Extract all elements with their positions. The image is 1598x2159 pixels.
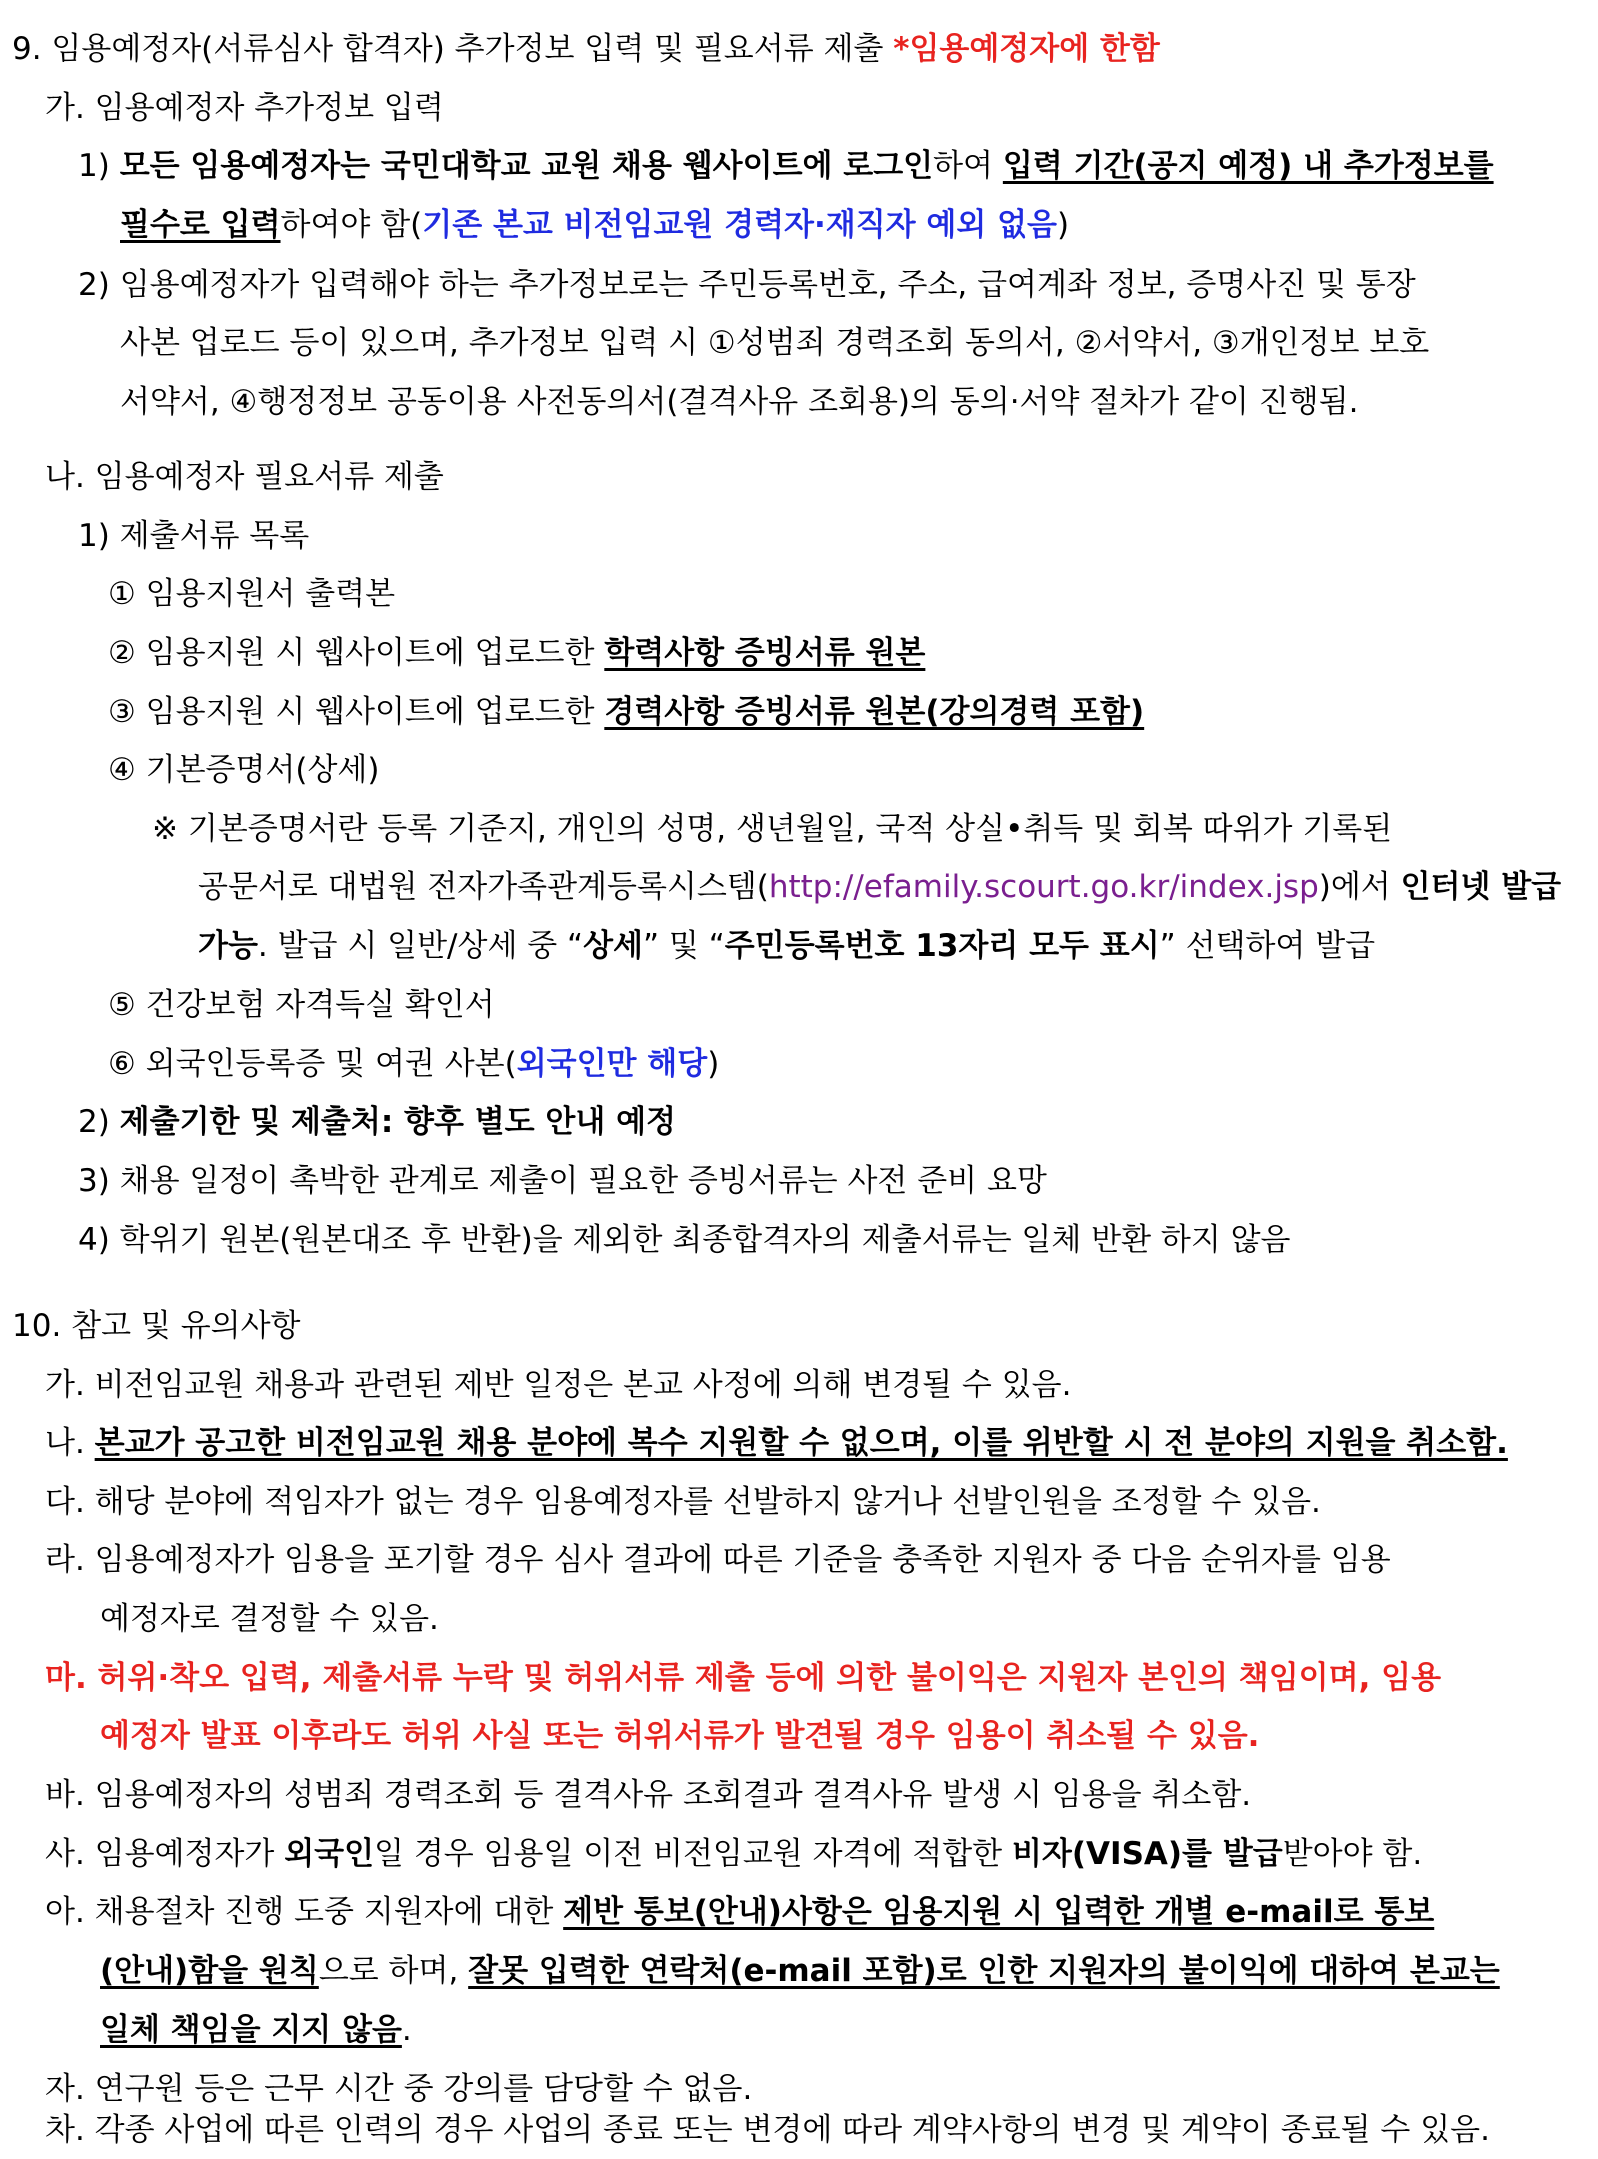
s9-ga-item2-line2: 사본 업로드 등이 있으며, 추가정보 입력 시 ①성범죄 경력조회 동의서, ②서약서, ③개인정보 보호 xyxy=(120,325,1430,361)
s10-ra-line1: 라. 임용예정자가 임용을 포기할 경우 심사 결과에 따른 기준을 충족한 지원자 중 다음 순위자를 임용 xyxy=(45,1542,1391,1578)
g2-text-1: 임용예정자가 입력해야 하는 추가정보로는 주민등록번호, 주소, 급여계좌 정보, 증명사진 및 통장 xyxy=(119,267,1416,303)
s10-na-num: 나. xyxy=(45,1425,95,1461)
doc-item-2 xyxy=(108,624,925,682)
s10-a-emph-2c: 잘못 입력한 연락처(e-mail 포함)로 인한 지원자의 불이익에 대하여 본교는 xyxy=(468,1953,1500,1989)
doc-item-1: ① 임용지원서 출력본 xyxy=(108,576,396,612)
section-9-title-text: 9. 임용예정자(서류심사 합격자) 추가정보 입력 및 필요서류 제출 xyxy=(12,31,894,67)
s10-sa-text-a: 사. 임용예정자가 xyxy=(45,1836,285,1872)
doc-item-6-close: ) xyxy=(707,1046,720,1082)
doc-item-6-blue: 외국인만 해당 xyxy=(516,1046,708,1082)
note-line-3-text-f: ” 선택하여 발급 xyxy=(1159,928,1376,964)
s9-na-item1: 1) 제출서류 목록 xyxy=(78,518,310,554)
s9-na-item2 xyxy=(78,1093,676,1151)
s10-ra-line2: 예정자로 결정할 수 있음. xyxy=(100,1601,439,1637)
note-line-2-text-b: )에서 xyxy=(1318,869,1401,905)
g1-underlined-period: 입력 기간(공지 예정) 내 추가정보를 xyxy=(1002,148,1494,184)
g1-bold-login: 모든 임용예정자는 국민대학교 교원 채용 웹사이트에 로그인 xyxy=(119,148,934,184)
s10-ga: 가. 비전임교원 채용과 관련된 제반 일정은 본교 사정에 의해 변경될 수 있음. xyxy=(45,1367,1072,1403)
s10-na xyxy=(45,1414,1508,1472)
s9-ga-item2-line3: 서약서, ④행정정보 공동이용 사전동의서(결격사유 조회용)의 동의·서약 절차가 같이 진행됨. xyxy=(120,384,1359,420)
note-line-3-emph-e: 주민등록번호 13자리 모두 표시 xyxy=(724,928,1160,964)
note-line-3-emph-c: 상세 xyxy=(583,928,644,964)
s10-cha: 차. 각종 사업에 따른 인력의 경우 사업의 종료 또는 변경에 따라 계약사항의 변경 및 계약이 종료될 수 있음. xyxy=(45,2112,1490,2148)
s10-sa-text-c: 일 경우 임용일 이전 비전임교원 자격에 적합한 xyxy=(374,1836,1012,1872)
item-number: 2) xyxy=(78,267,110,303)
s10-a-line1 xyxy=(45,1883,1434,1941)
s10-a-text-3b: . xyxy=(401,2012,412,2048)
g1-text-2: 하여야 함( xyxy=(280,207,423,243)
g1-blue-note: 기존 본교 비전임교원 경력자·재직자 예외 없음 xyxy=(422,207,1057,243)
s10-sa-text-e: 받아야 함. xyxy=(1282,1836,1423,1872)
note-line-3-text-b: . 발급 시 일반/상세 중 “ xyxy=(257,928,584,964)
s10-a-text-2b: 으로 하며, xyxy=(318,1953,469,1989)
s9-na-item2-text: 제출기한 및 제출처: 향후 별도 안내 예정 xyxy=(119,1104,676,1140)
note-line-3-emph-a: 가능 xyxy=(198,928,258,964)
s10-a-line3 xyxy=(100,2001,412,2059)
g1-underlined-required: 필수로 입력 xyxy=(120,207,281,243)
doc-item-6 xyxy=(108,1035,719,1093)
g1-close-paren: ) xyxy=(1056,207,1070,243)
s10-a-text-a: 아. 채용절차 진행 도중 지원자에 대한 xyxy=(45,1894,564,1930)
doc-item-3 xyxy=(108,683,1144,741)
section-10-title: 10. 참고 및 유의사항 xyxy=(12,1308,301,1344)
doc-item-2-text: ② 임용지원 시 웹사이트에 업로드한 xyxy=(108,635,605,671)
s10-ma-line2: 예정자 발표 이후라도 허위 사실 또는 허위서류가 발견될 경우 임용이 취소될 수 있음. xyxy=(100,1718,1260,1754)
doc-item-2-emph: 학력사항 증빙서류 원본 xyxy=(604,635,926,671)
s10-ba: 바. 임용예정자의 성범죄 경력조회 등 결격사유 조회결과 결격사유 발생 시 임용을 취소함. xyxy=(45,1777,1252,1813)
note-line-2-emph: 인터넷 발급 xyxy=(1400,869,1562,905)
s10-sa xyxy=(45,1825,1422,1883)
s10-ja: 자. 연구원 등은 근무 시간 중 강의를 담당할 수 없음. xyxy=(45,2071,753,2107)
doc-item-5: ⑤ 건강보험 자격득실 확인서 xyxy=(108,987,495,1023)
s10-sa-emph-b: 외국인 xyxy=(284,1836,375,1872)
s10-a-emph-3a: 일체 책임을 지지 않음 xyxy=(100,2012,402,2048)
doc-item-3-text: ③ 임용지원 시 웹사이트에 업로드한 xyxy=(108,694,605,730)
note-line-1: ※ 기본증명서란 등록 기준지, 개인의 성명, 생년월일, 국적 상실•취득 및 회복 따위가 기록된 xyxy=(152,811,1393,847)
s10-sa-emph-d: 비자(VISA)를 발급 xyxy=(1011,1836,1283,1872)
note-line-3 xyxy=(198,917,1375,975)
s9-ga-heading: 가. 임용예정자 추가정보 입력 xyxy=(45,90,444,126)
s10-a-line2 xyxy=(100,1942,1500,2000)
s9-ga-item1-line1 xyxy=(78,137,1494,195)
s9-ga-item1-line2 xyxy=(120,196,1069,254)
efamily-link[interactable]: http://efamily.scourt.go.kr/index.jsp xyxy=(768,869,1319,905)
doc-item-6-text: ⑥ 외국인등록증 및 여권 사본( xyxy=(108,1046,517,1082)
note-line-2-text: 공문서로 대법원 전자가족관계등록시스템( xyxy=(198,869,769,905)
doc-item-4: ④ 기본증명서(상세) xyxy=(108,752,380,788)
s9-na-item4: 4) 학위기 원본(원본대조 후 반환)을 제외한 최종합격자의 제출서류는 일체 반환 하지 않음 xyxy=(78,1222,1291,1258)
note-line-3-text-d: ” 및 “ xyxy=(643,928,725,964)
s10-a-emph-b: 제반 통보(안내)사항은 임용지원 시 입력한 개별 e-mail로 통보 xyxy=(563,1894,1435,1930)
item-number: 1) xyxy=(78,148,110,184)
s10-ma-line1: 마. 허위·착오 입력, 제출서류 누락 및 허위서류 제출 등에 의한 불이익은 지원자 본인의 책임이며, 임용 xyxy=(45,1660,1442,1696)
s10-na-text: 본교가 공고한 비전임교원 채용 분야에 복수 지원할 수 없으며, 이를 위반할 시 전 분야의 지원을 취소함. xyxy=(94,1425,1508,1461)
s10-a-emph-2a: (안내)함을 원칙 xyxy=(100,1953,319,1989)
section-9-title-note: *임용예정자에 한함 xyxy=(893,31,1160,67)
s9-na-heading: 나. 임용예정자 필요서류 제출 xyxy=(45,459,444,495)
s9-na-item3: 3) 채용 일정이 촉박한 관계로 제출이 필요한 증빙서류는 사전 준비 요망 xyxy=(78,1163,1047,1199)
g1-text: 하여 xyxy=(933,148,1003,184)
doc-item-3-emph: 경력사항 증빙서류 원본(강의경력 포함) xyxy=(604,694,1145,730)
s9-ga-item2-line1 xyxy=(78,256,1416,314)
s10-da: 다. 해당 분야에 적임자가 없는 경우 임용예정자를 선발하지 않거나 선발인원을 조정할 수 있음. xyxy=(45,1484,1321,1520)
section-9-title xyxy=(12,20,1160,78)
note-line-2 xyxy=(198,858,1561,916)
item-number: 2) xyxy=(78,1104,120,1140)
